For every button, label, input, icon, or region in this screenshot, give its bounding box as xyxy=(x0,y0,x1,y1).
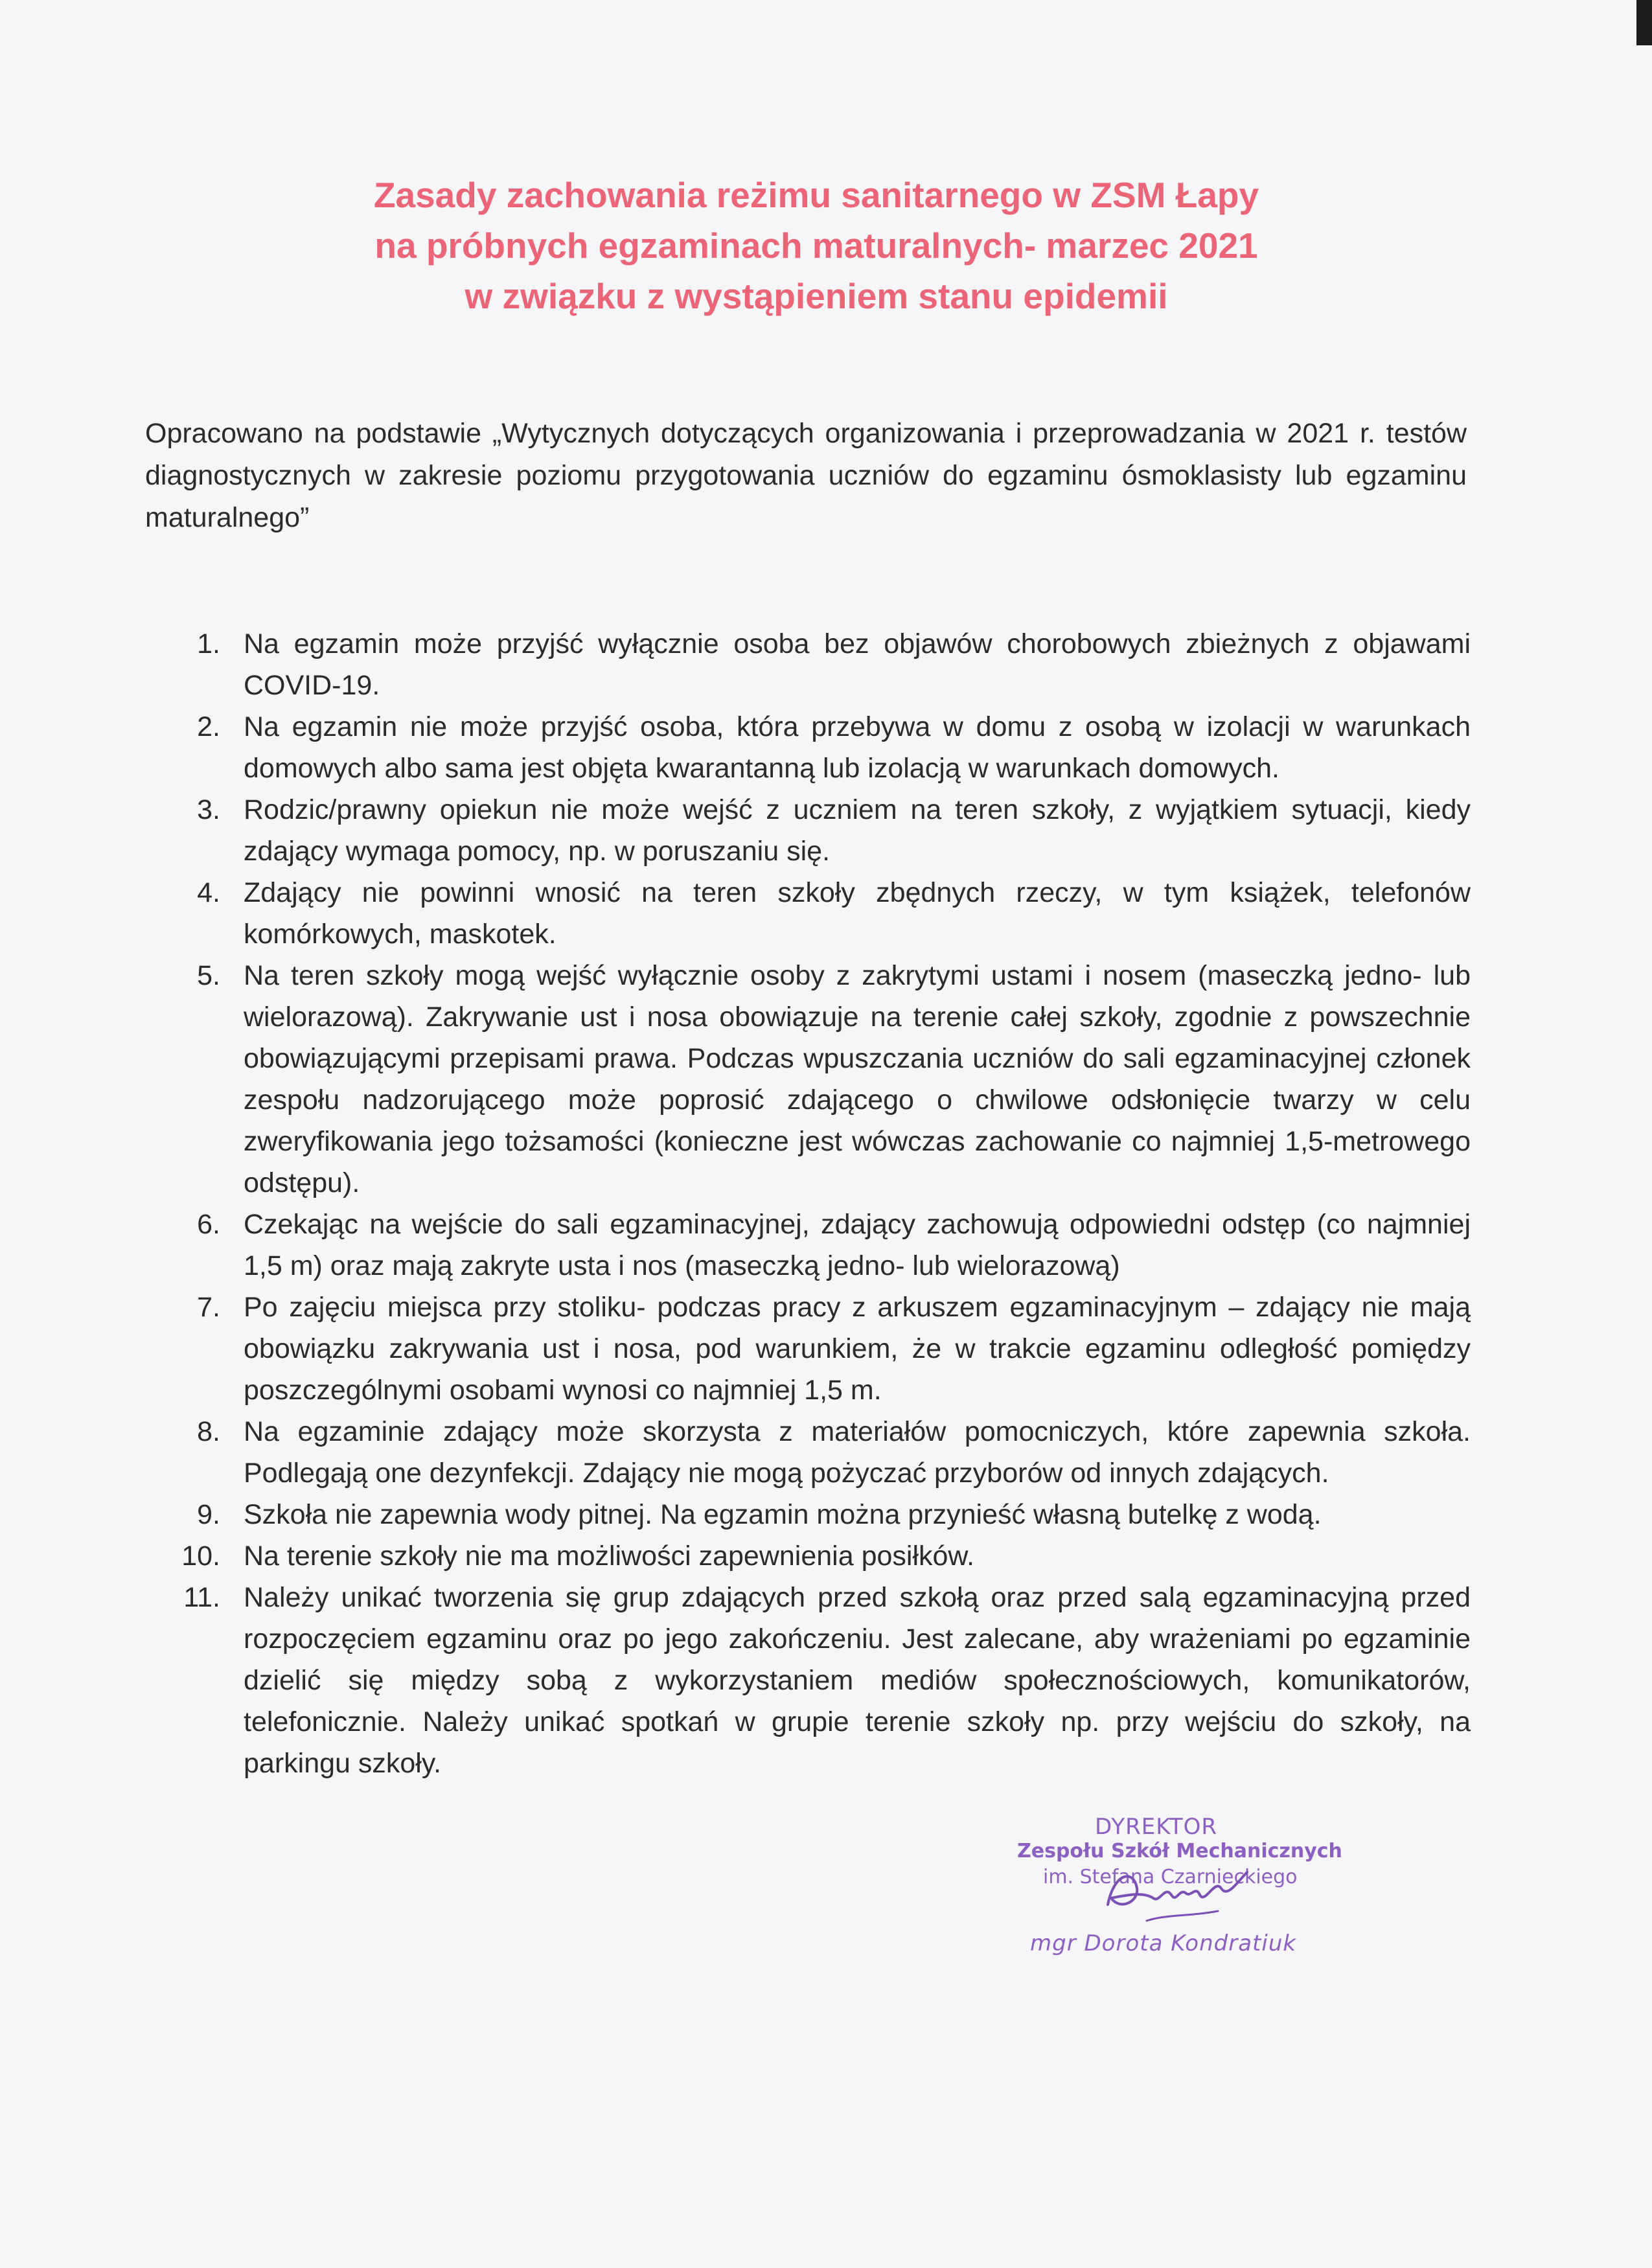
scan-edge xyxy=(1636,0,1652,45)
rule-text: Rodzic/prawny opiekun nie może wejść z uczniem na teren szkoły, z wyjątkiem sytuacji, kiedy zdający wymaga pomocy, np. w poruszaniu się. xyxy=(244,794,1471,867)
rule-text: Szkoła nie zapewnia wody pitnej. Na egzamin można przynieść własną butelkę z wodą. xyxy=(244,1499,1322,1530)
rule-item-1 xyxy=(181,623,1471,706)
rules-list xyxy=(181,623,1471,1784)
rule-item-8 xyxy=(181,1411,1471,1494)
rule-number: 11. xyxy=(183,1582,220,1613)
title-line-1: Zasady zachowania reżimu sanitarnego w ZSM Łapy xyxy=(373,175,1259,215)
rule-text: Zdający nie powinni wnosić na teren szkoły zbędnych rzeczy, w tym książek, telefonów komórkowych, maskotek. xyxy=(244,877,1471,950)
rule-text: Na egzaminie zdający może skorzysta z materiałów pomocniczych, które zapewnia szkoła. Podlegają one dezynfekcji. Zdający nie mogą pożyczać przyborów od innych zdających. xyxy=(244,1416,1471,1489)
rule-number: 7. xyxy=(197,1292,220,1323)
rule-text: Na teren szkoły mogą wejść wyłącznie osoby z zakrytymi ustami i nosem (maseczką jedno- lub wielorazową). Zakrywanie ust i nosa obowiązuje na terenie całej szkoły, zgodnie z powszechnie obowiązującymi przepisami prawa. Podczas wpuszczania uczniów do sali egzaminacyjnej członek zespołu nadzorującego może poprosić zdającego o chwilowe odsłonięcie twarzy w celu zweryfikowania jego tożsamości (konieczne jest wówczas zachowanie co najmniej 1,5-metrowego odstępu). xyxy=(244,960,1471,1198)
intro-text: Opracowano na podstawie „Wytycznych dotyczących organizowania i przeprowadzania w 2021 r. testów diagnostycznych w zakresie poziomu przygotowania uczniów do egzaminu ósmoklasisty lub egzaminu maturalnego” xyxy=(145,418,1467,533)
stamp-title: DYREKTOR xyxy=(1095,1814,1218,1840)
handwritten-signature xyxy=(1088,1859,1257,1930)
rule-item-2 xyxy=(181,706,1471,789)
rule-item-9 xyxy=(181,1494,1471,1535)
rule-number: 2. xyxy=(197,711,220,742)
rule-text: Po zajęciu miejsca przy stoliku- podczas pracy z arkuszem egzaminacyjnym – zdający nie mają obowiązku zakrywania ust i nosa, pod warunkiem, że w trakcie egzaminu odległość pomiędzy poszczególnymi osobami wynosi co najmniej 1,5 m. xyxy=(244,1292,1471,1406)
rule-item-3 xyxy=(181,789,1471,872)
rule-text: Czekając na wejście do sali egzaminacyjnej, zdający zachowują odpowiedni odstęp (co najmniej 1,5 m) oraz mają zakryte usta i nos (maseczką jedno- lub wielorazową) xyxy=(244,1209,1471,1281)
rule-item-10 xyxy=(181,1535,1471,1577)
director-stamp xyxy=(998,1814,1348,1969)
document-title xyxy=(194,170,1438,321)
title-line-2: na próbnych egzaminach maturalnych- marzec 2021 xyxy=(374,225,1258,266)
stamp-patron: im. Stefana Czarnieckiego xyxy=(1043,1866,1298,1888)
rule-number: 8. xyxy=(197,1416,220,1447)
rule-item-7 xyxy=(181,1287,1471,1411)
rule-number: 5. xyxy=(197,960,220,991)
rule-number: 10. xyxy=(181,1541,220,1572)
intro-paragraph xyxy=(145,413,1467,539)
rule-number: 4. xyxy=(197,877,220,908)
rule-number: 6. xyxy=(197,1209,220,1240)
rule-item-5 xyxy=(181,955,1471,1204)
rule-number: 9. xyxy=(197,1499,220,1530)
stamp-school-name: Zespołu Szkół Mechanicznych xyxy=(1017,1840,1342,1862)
rule-item-11 xyxy=(181,1577,1471,1784)
rule-text: Na terenie szkoły nie ma możliwości zapewnienia posiłków. xyxy=(244,1541,975,1572)
rule-text: Na egzamin może przyjść wyłącznie osoba bez objawów chorobowych zbieżnych z objawami COVID-19. xyxy=(244,628,1471,701)
rule-number: 3. xyxy=(197,794,220,825)
rule-text: Należy unikać tworzenia się grup zdających przed szkołą oraz przed salą egzaminacyjną przed rozpoczęciem egzaminu oraz po jego zakończeniu. Jest zalecane, aby wrażeniami po egzaminie dzielić się między sobą z wykorzystaniem mediów społecznościowych, komunikatorów, telefonicznie. Należy unikać spotkań w grupie terenie szkoły np. przy wejściu do szkoły, na parkingu szkoły. xyxy=(244,1582,1471,1779)
stamp-director-name: mgr Dorota Kondratiuk xyxy=(1030,1930,1297,1956)
rule-text: Na egzamin nie może przyjść osoba, która przebywa w domu z osobą w izolacji w warunkach domowych albo sama jest objęta kwarantanną lub izolacją w warunkach domowych. xyxy=(244,711,1471,784)
rule-number: 1. xyxy=(197,628,220,659)
rule-item-4 xyxy=(181,872,1471,955)
rule-item-6 xyxy=(181,1204,1471,1287)
title-line-3: w związku z wystąpieniem stanu epidemii xyxy=(465,276,1168,316)
